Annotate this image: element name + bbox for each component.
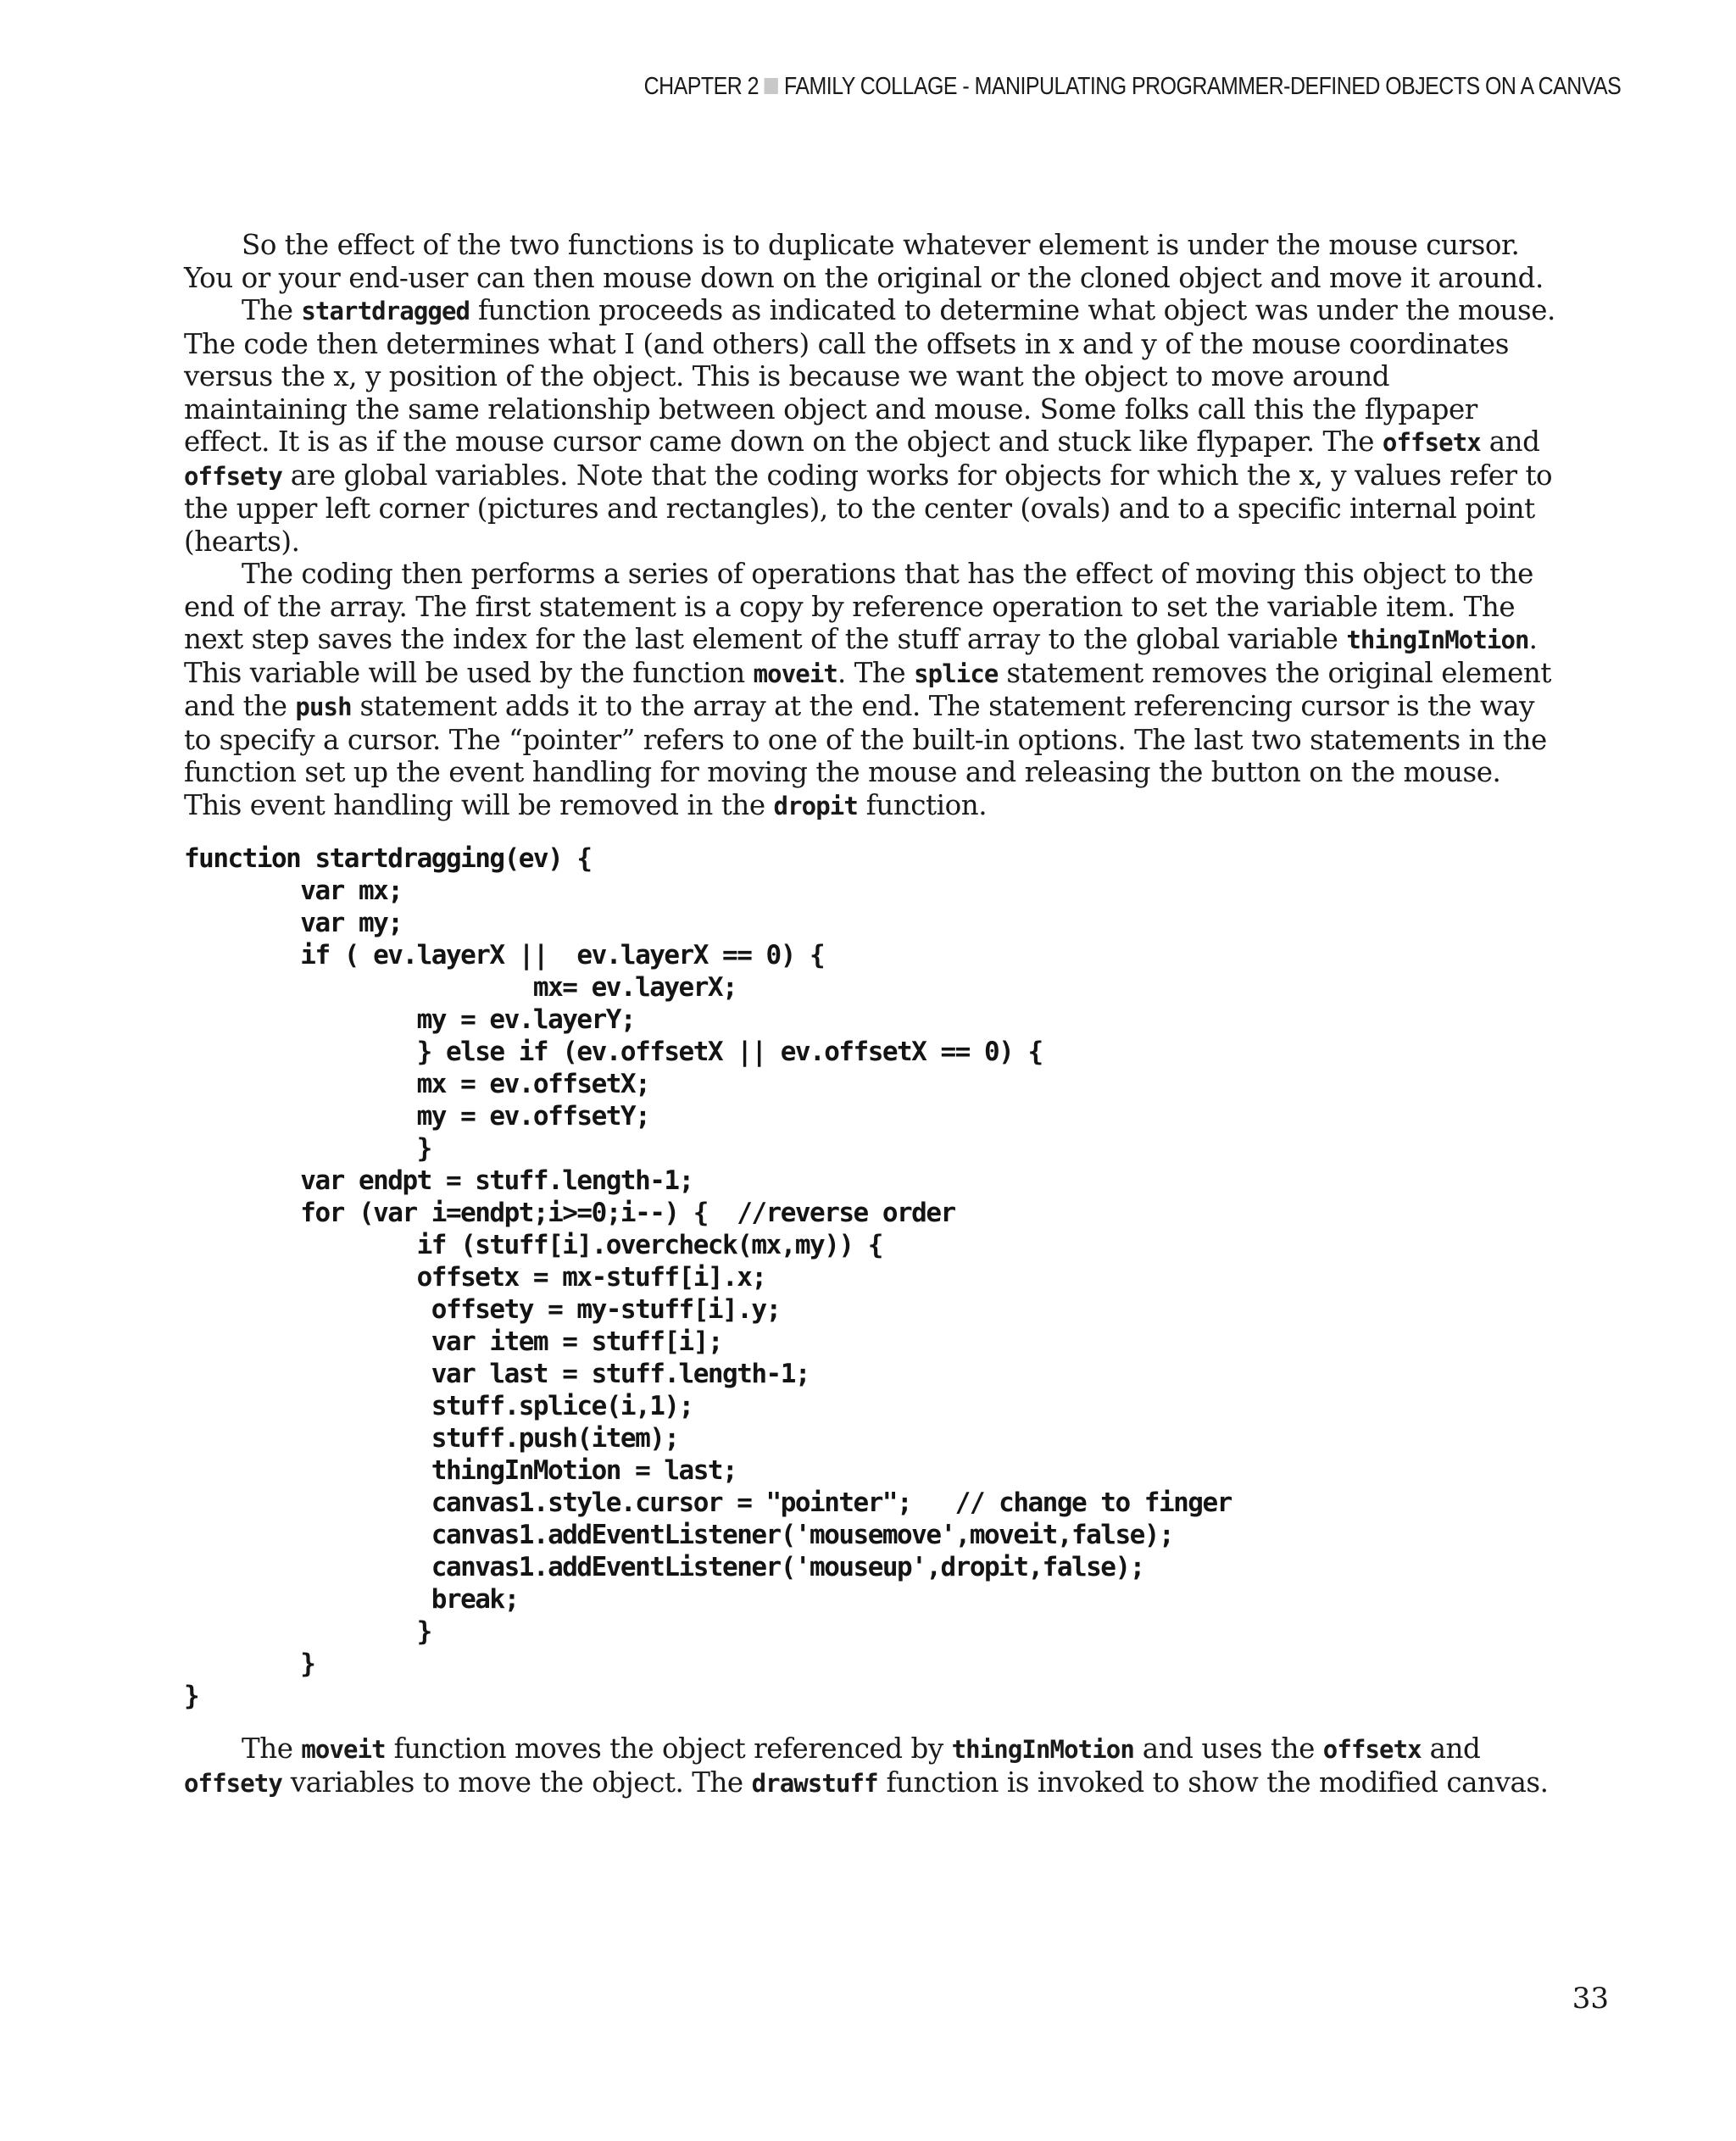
inline-code: push (295, 692, 352, 721)
paragraph-text: So the effect of the two functions is to duplicate whatever element is under the mouse cursor. You or your end-user can then mouse down on the original or the cloned object and move it around. (184, 229, 1544, 294)
inline-code: moveit (753, 659, 837, 688)
page-number: 33 (1572, 1982, 1609, 2016)
paragraph-text: The (242, 294, 302, 326)
inline-code: offsetx (1322, 1735, 1422, 1764)
paragraph-text: statement adds it to the array at the end. The statement referencing cursor is the way to specify a cursor. The “pointer” refers to one of the built-in options. The last two statements in the function set up the event handling for moving the mouse and releasing the button on the mouse. This event handling will be removed in the (184, 690, 1547, 821)
chapter-label: CHAPTER 2 (643, 73, 759, 100)
paragraph-text: function is invoked to show the modified canvas. (877, 1766, 1549, 1799)
paragraph-text: function moves the object referenced by (385, 1732, 952, 1765)
inline-code: drawstuff (751, 1768, 878, 1798)
page-body (184, 229, 1557, 1799)
paragraph-text: statement removes the original element and the (184, 656, 1551, 722)
inline-code: thingInMotion (951, 1735, 1134, 1764)
inline-code: offsety (184, 1768, 282, 1798)
header-separator (765, 78, 778, 94)
paragraph-text: . This variable will be used by the function (184, 623, 1538, 689)
inline-code: offsety (184, 461, 282, 491)
inline-code: dropit (773, 791, 858, 820)
inline-code: startdragged (301, 297, 470, 325)
paragraph-text: The coding then performs a series of operations that has the effect of moving this object to the end of the array. The first statement is a copy by reference operation to set the variable item. The next step saves the index for the last element of the stuff array to the global variable (184, 558, 1533, 655)
inline-code: offsetx (1382, 428, 1481, 457)
paragraph-text: are global variables. Note that the coding works for objects for which the x, y values refer to the upper left corner (pictures and rectangles), to the center (ovals) and to a specific internal point (hearts). (184, 459, 1553, 558)
paragraph-text: function proceeds as indicated to determine what object was under the mouse. The code then determines what I (and others) call the offsets in x and y of the mouse coordinates versus the x, y position of the object. This is because we want the object to move around maintaining the same relationship between object and mouse. Some folks call this the flypaper effect. It is as if the mouse cursor came down on the object and stuck like flypaper. The (184, 294, 1555, 458)
inline-code: thingInMotion (1346, 626, 1529, 654)
chapter-title: FAMILY COLLAGE - MANIPULATING PROGRAMMER-DEFINED OBJECTS ON A CANVAS (783, 73, 1621, 100)
paragraph-text: and (1421, 1732, 1481, 1765)
running-header (643, 73, 1621, 101)
paragraph-text: and uses the (1133, 1732, 1323, 1765)
paragraph-text: variables to move the object. The (281, 1766, 752, 1799)
paragraph-2 (184, 294, 1557, 558)
paragraph-text: and (1480, 425, 1540, 458)
paragraph-text: . The (837, 656, 915, 689)
paragraph-4 (184, 1732, 1557, 1799)
code-listing: function startdragging(ev) { var mx; var my; if ( ev.layerX || ev.layerX == 0) { mx= ev.layerX; my = ev.layerY; } else if (ev.offsetX || ev.offsetX == 0) { mx = ev.offsetX; my = ev.offsetY; } var endpt = stuff.length-1; for (var i=endpt;i>=0;i--) { //reverse order if (stuff[i].overcheck(mx,my)) { offsetx = mx-stuff[i].x; offsety = my-stuff[i].y; var item = stuff[i]; var last = stuff.length-1; stuff.splice(i,1); stuff.push(item); thingInMotion = last; canvas1.style.cursor = "pointer"; // change to finger canvas1.addEventListener('mousemove',moveit,false); canvas1.addEventListener('mouseup',dropit,false); break; } } } (184, 843, 1232, 1711)
paragraph-text: function. (857, 788, 988, 821)
inline-code: moveit (301, 1735, 386, 1764)
inline-code: splice (914, 659, 999, 688)
paragraph-text: The (242, 1732, 302, 1765)
paragraph-1 (184, 229, 1557, 294)
paragraph-3 (184, 558, 1557, 822)
